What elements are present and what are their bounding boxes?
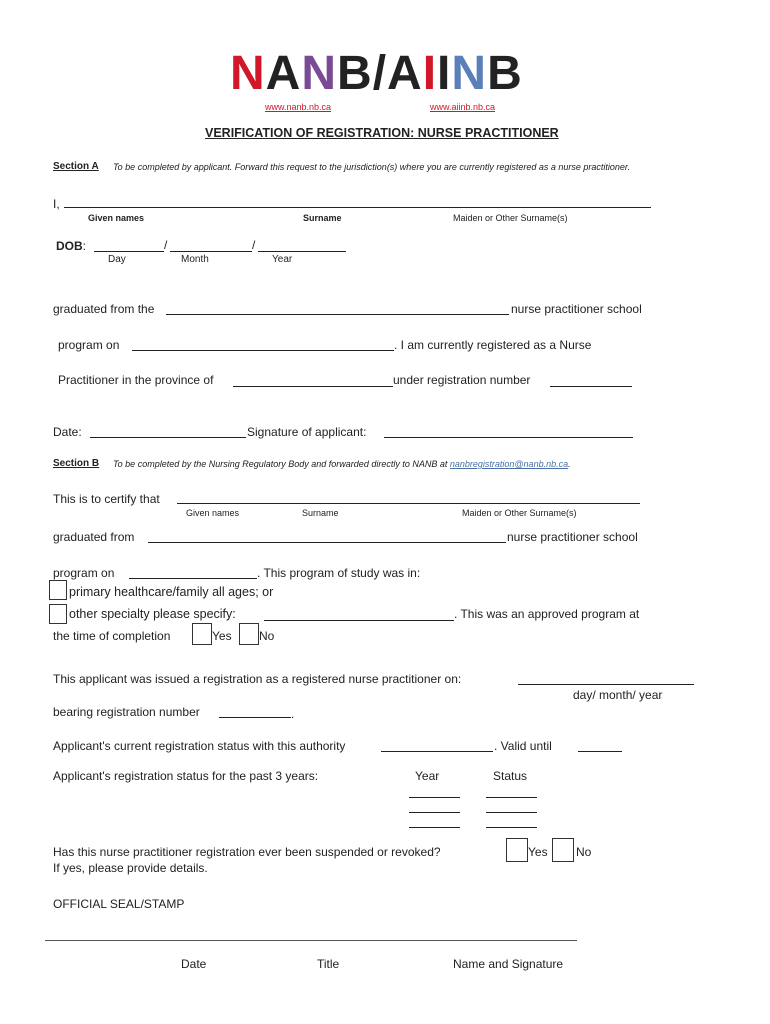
- other-specialty-label: other specialty please specify:: [69, 607, 236, 621]
- given-names-label: Given names: [88, 213, 145, 223]
- aiinb-website-link[interactable]: www.aiinb.nb.ca: [430, 102, 496, 112]
- applicant-name-field[interactable]: [64, 207, 651, 208]
- footer-name-signature-label: Name and Signature: [453, 957, 564, 971]
- signature-label: Signature of applicant:: [247, 425, 367, 439]
- approved-no-checkbox[interactable]: [239, 623, 259, 645]
- logo-letter: I: [437, 47, 452, 100]
- primary-healthcare-checkbox[interactable]: [49, 580, 67, 600]
- dob-month-field[interactable]: [170, 251, 252, 252]
- certify-text: This is to certify that: [53, 492, 160, 506]
- section-b-instruction: To be completed by the Nursing Regulatory Body and forwarded directly to NANB at nanbregistration@nanb.nb.ca.: [113, 459, 571, 469]
- dob-label: DOB:: [56, 239, 87, 253]
- school-name-field[interactable]: [166, 314, 509, 315]
- logo-letter: N: [230, 47, 266, 100]
- signature-field[interactable]: [384, 437, 633, 438]
- graduated-from-text: graduated from the: [53, 302, 155, 316]
- suspended-yes-checkbox[interactable]: [506, 838, 528, 862]
- status-column-header: Status: [493, 769, 528, 783]
- currently-registered-text: . I am currently registered as a Nurse: [394, 338, 592, 352]
- year-field-2[interactable]: [409, 812, 460, 813]
- logo-letter: A: [265, 47, 302, 100]
- surname-label-b: Surname: [302, 508, 339, 518]
- bearing-registration-field[interactable]: [219, 717, 291, 718]
- if-yes-details-text: If yes, please provide details.: [53, 861, 208, 875]
- graduated-from-text-b: graduated from: [53, 530, 135, 544]
- month-label: Month: [181, 254, 209, 265]
- year-column-header: Year: [415, 769, 440, 783]
- status-field-3[interactable]: [486, 827, 537, 828]
- logo-letter: B: [337, 47, 373, 100]
- approved-no-label: No: [259, 629, 275, 643]
- surname-label: Surname: [303, 213, 342, 223]
- maiden-label-b: Maiden or Other Surname(s): [462, 508, 577, 518]
- program-date-field-b[interactable]: [129, 578, 257, 579]
- current-status-text: Applicant's current registration status with this authority: [53, 739, 346, 753]
- np-school-text: nurse practitioner school: [511, 302, 642, 316]
- bearing-period: .: [291, 707, 295, 721]
- i-prefix: I,: [53, 197, 60, 211]
- program-date-field[interactable]: [132, 350, 394, 351]
- approved-yes-label: Yes: [212, 629, 232, 643]
- current-status-field[interactable]: [381, 751, 493, 752]
- day-month-year-label: day/ month/ year: [573, 688, 663, 702]
- past-three-years-text: Applicant's registration status for the past 3 years:: [53, 769, 319, 783]
- approved-program-text: . This was an approved program at: [454, 607, 640, 621]
- maiden-label: Maiden or Other Surname(s): [453, 213, 568, 223]
- year-label: Year: [272, 254, 293, 265]
- dob-slash-2: /: [252, 238, 256, 252]
- program-on-text: program on: [58, 338, 120, 352]
- logo-letter: B: [487, 47, 523, 100]
- footer-signature-line[interactable]: [45, 940, 577, 941]
- under-registration-text: under registration number: [393, 373, 531, 387]
- footer-date-label: Date: [181, 957, 207, 971]
- nanb-registration-email[interactable]: nanbregistration@nanb.nb.ca: [449, 459, 569, 469]
- given-names-label-b: Given names: [186, 508, 240, 518]
- valid-until-field[interactable]: [578, 751, 622, 752]
- section-a-instruction: To be completed by applicant. Forward this request to the jurisdiction(s) where you are currently registered as a nurse practitioner.: [113, 162, 631, 172]
- nanb-aiinb-logo: [230, 47, 523, 100]
- program-on-text-b: program on: [53, 566, 115, 580]
- other-specialty-field[interactable]: [264, 620, 454, 621]
- official-seal-label: OFFICIAL SEAL/STAMP: [53, 897, 185, 911]
- issued-date-field[interactable]: [518, 684, 694, 685]
- registration-number-field[interactable]: [550, 386, 632, 387]
- logo-letter: A: [387, 47, 423, 100]
- page-title: VERIFICATION OF REGISTRATION: NURSE PRACTITIONER: [205, 126, 559, 140]
- date-field[interactable]: [90, 437, 246, 438]
- suspended-yes-label: Yes: [528, 845, 548, 859]
- dob-day-field[interactable]: [94, 251, 164, 252]
- province-field[interactable]: [233, 386, 393, 387]
- study-was-in-text: . This program of study was in:: [257, 566, 421, 580]
- year-field-3[interactable]: [409, 827, 460, 828]
- footer-title-label: Title: [317, 957, 340, 971]
- approved-yes-checkbox[interactable]: [192, 623, 212, 645]
- bearing-registration-text: bearing registration number: [53, 705, 200, 719]
- suspended-question: Has this nurse practitioner registration ever been suspended or revoked?: [53, 845, 441, 859]
- nanb-website-link[interactable]: www.nanb.nb.ca: [265, 102, 332, 112]
- date-label: Date:: [53, 425, 82, 439]
- valid-until-text: . Valid until: [494, 739, 552, 753]
- other-specialty-checkbox[interactable]: [49, 604, 67, 624]
- logo-letter: N: [301, 47, 338, 100]
- school-name-field-b[interactable]: [148, 542, 506, 543]
- issued-registration-text: This applicant was issued a registration as a registered nurse practitioner on:: [53, 672, 462, 686]
- suspended-no-checkbox[interactable]: [552, 838, 574, 862]
- dob-year-field[interactable]: [258, 251, 346, 252]
- logo-letter: N: [451, 47, 488, 100]
- logo-letter: /: [372, 47, 388, 100]
- section-a-label: Section A: [53, 161, 99, 172]
- dob-slash-1: /: [164, 238, 168, 252]
- suspended-no-label: No: [576, 845, 592, 859]
- practitioner-in-text: Practitioner in the province of: [58, 373, 214, 387]
- year-field-1[interactable]: [409, 797, 460, 798]
- status-field-1[interactable]: [486, 797, 537, 798]
- time-of-completion-text: the time of completion: [53, 629, 171, 643]
- certified-name-field[interactable]: [177, 503, 640, 504]
- primary-healthcare-label: primary healthcare/family all ages; or: [69, 585, 274, 599]
- status-field-2[interactable]: [486, 812, 537, 813]
- np-school-text-b: nurse practitioner school: [507, 530, 638, 544]
- logo-letter: I: [422, 47, 438, 100]
- section-b-label: Section B: [53, 458, 100, 469]
- day-label: Day: [108, 254, 126, 265]
